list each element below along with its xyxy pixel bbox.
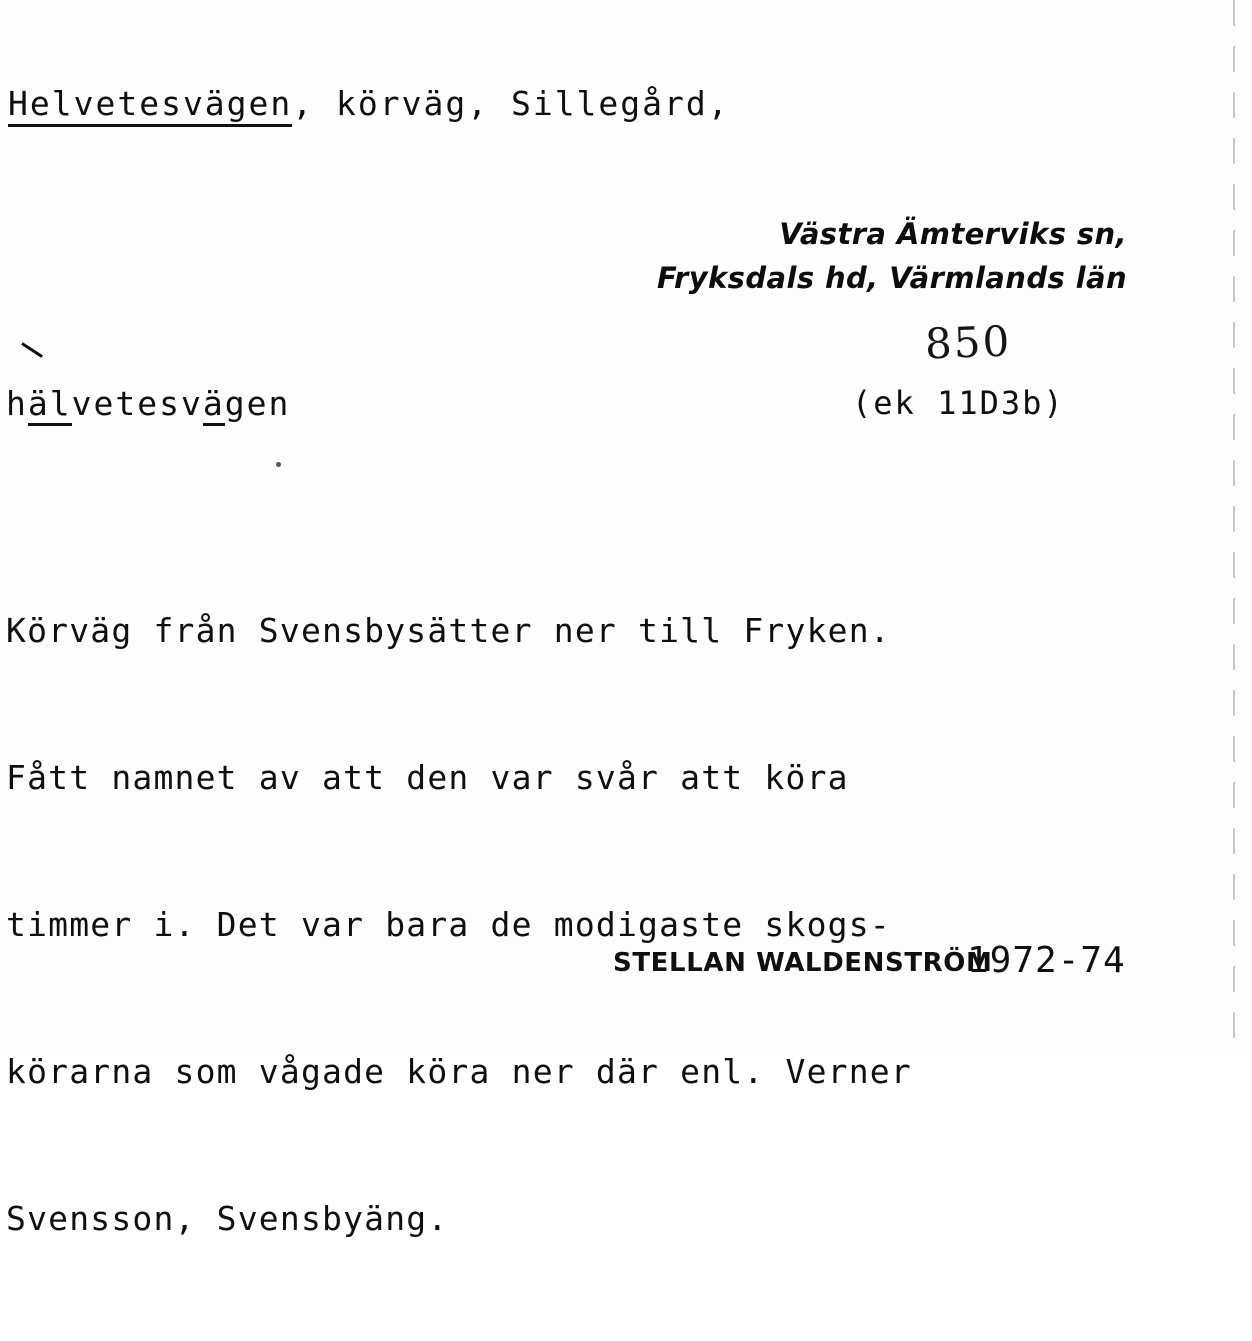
body-line: körarna som vågade köra ner där enl. Verner bbox=[6, 1052, 912, 1091]
accent-tick-mark bbox=[22, 342, 48, 362]
page-edge-line bbox=[1233, 0, 1235, 1054]
stray-ink-dot bbox=[276, 462, 281, 467]
map-sheet-reference: (ek 11D3b) bbox=[852, 384, 1065, 422]
collector-name: STELLAN WALDENSTRÖM bbox=[613, 948, 993, 978]
pronunciation-part-4: vetesv bbox=[71, 384, 203, 423]
pronunciation-part-6: gen bbox=[224, 384, 291, 423]
collection-years: 1972-74 bbox=[967, 940, 1126, 981]
body-line: Körväg från Svensbysätter ner till Fryken. bbox=[6, 611, 891, 650]
place-block bbox=[657, 212, 1127, 300]
body-text bbox=[6, 508, 912, 1341]
pronunciation bbox=[6, 384, 290, 423]
pronunciation-part-3: l bbox=[50, 384, 72, 426]
pronunciation-part-1: h bbox=[6, 384, 28, 423]
pronunciation-part-5: ä bbox=[203, 384, 225, 426]
headword: Helvetesvägen bbox=[8, 84, 292, 127]
headword-suffix: , körväg, Sillegård, bbox=[292, 84, 730, 123]
district-line: Fryksdals hd, Värmlands län bbox=[656, 261, 1127, 295]
pronunciation-part-2: ä bbox=[28, 384, 50, 426]
parish-line: Västra Ämterviks sn, bbox=[779, 217, 1127, 251]
body-line: Svensson, Svensbyäng. bbox=[6, 1199, 449, 1238]
headword-line bbox=[8, 84, 730, 124]
body-line: timmer i. Det var bara de modigaste skogs- bbox=[6, 905, 891, 944]
map-number: 850 bbox=[924, 316, 1013, 369]
body-line: Fått namnet av att den var svår att köra bbox=[6, 758, 849, 797]
